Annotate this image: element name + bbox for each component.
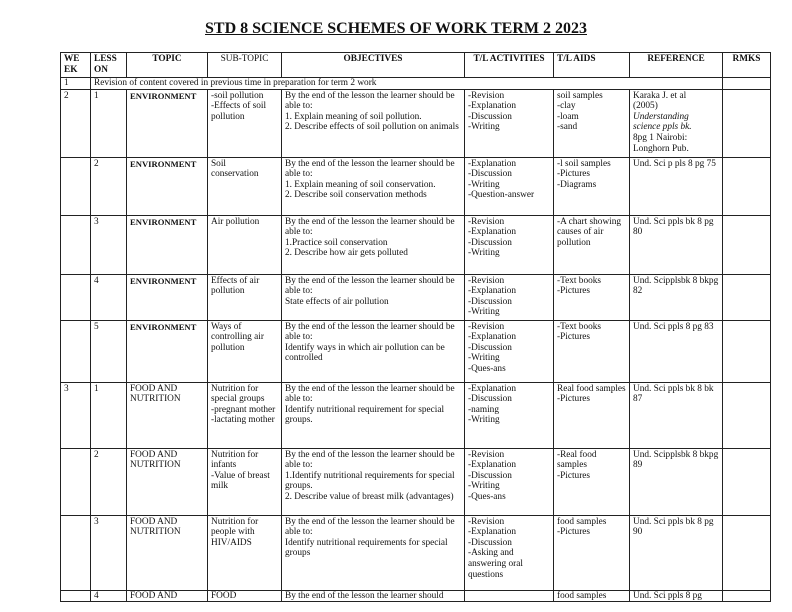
- reference-cell: [630, 89, 723, 157]
- objectives-cell: By the end of the lesson the learner should be able to: 1. Explain meaning of soil conservation. 2. Describe soil conservation methods: [282, 157, 465, 215]
- topic-cell: FOOD AND NUTRITION: [127, 448, 208, 515]
- table-row: [61, 448, 771, 515]
- header-reference: REFERENCE: [630, 53, 723, 78]
- objectives-cell: By the end of the lesson the learner should be able to: Identify ways in which air pollution can be controlled: [282, 320, 465, 382]
- topic-cell: ENVIRONMENT: [127, 157, 208, 215]
- week-cell: [61, 590, 91, 601]
- activities-cell: -Revision -Explanation -Discussion -Writing -Ques-ans: [465, 448, 554, 515]
- table-row: [61, 382, 771, 448]
- topic-cell: ENVIRONMENT: [127, 274, 208, 320]
- subtopic-cell: Nutrition for people with HIV/AIDS: [208, 515, 282, 590]
- remarks-cell: [723, 274, 771, 320]
- topic-cell: FOOD AND NUTRITION: [127, 382, 208, 448]
- subtopic-cell: Soil conservation: [208, 157, 282, 215]
- remarks-cell: [723, 590, 771, 601]
- topic-cell: ENVIRONMENT: [127, 215, 208, 274]
- activities-cell: -Explanation -Discussion -Writing -Question-answer: [465, 157, 554, 215]
- header-row: [61, 53, 771, 78]
- week-cell: [61, 515, 91, 590]
- remarks-cell: [723, 78, 771, 90]
- subtopic-cell: FOOD: [208, 590, 282, 601]
- header-remarks: RMKS: [723, 53, 771, 78]
- table-row: [61, 89, 771, 157]
- scheme-of-work-table: [60, 52, 771, 602]
- table-row: [61, 590, 771, 601]
- objectives-cell: By the end of the lesson the learner should be able to: 1.Practice soil conservation 2. Describe how air gets polluted: [282, 215, 465, 274]
- revision-row: [61, 78, 771, 90]
- topic-cell: ENVIRONMENT: [127, 89, 208, 157]
- remarks-cell: [723, 320, 771, 382]
- revision-text: Revision of content covered in previous time in preparation for term 2 work: [91, 78, 723, 90]
- lesson-cell: 1: [91, 382, 127, 448]
- objectives-cell: By the end of the lesson the learner should be able to: 1.Identify nutritional requirements for special groups. 2. Describe value of breast milk (advantages): [282, 448, 465, 515]
- activities-cell: -Revision -Explanation -Discussion -Writing: [465, 215, 554, 274]
- topic-cell: FOOD AND: [127, 590, 208, 601]
- subtopic-cell: Nutrition for special groups -pregnant mother -lactating mother: [208, 382, 282, 448]
- week-cell: [61, 448, 91, 515]
- aids-cell: food samples: [554, 590, 630, 601]
- reference-cell: Und. Sci p pls 8 pg 75: [630, 157, 723, 215]
- reference-cell: Und. Sci ppls 8 pg: [630, 590, 723, 601]
- table-row: [61, 515, 771, 590]
- remarks-cell: [723, 215, 771, 274]
- aids-cell: -Text books -Pictures: [554, 274, 630, 320]
- reference-text: 8pg 1 Nairobi: Longhorn Pub.: [633, 132, 689, 154]
- subtopic-cell: Effects of air pollution: [208, 274, 282, 320]
- aids-cell: -A chart showing causes of air pollution: [554, 215, 630, 274]
- reference-text: Understanding science ppls bk.: [633, 111, 692, 133]
- reference-cell: Und. Sci ppls bk 8 pg 90: [630, 515, 723, 590]
- aids-cell: -Text books -Pictures: [554, 320, 630, 382]
- table-row: [61, 157, 771, 215]
- activities-cell: -Explanation -Discussion -naming -Writing: [465, 382, 554, 448]
- table-row: [61, 215, 771, 274]
- lesson-cell: 2: [91, 448, 127, 515]
- week-cell: [61, 215, 91, 274]
- lesson-cell: 3: [91, 515, 127, 590]
- activities-cell: -Revision -Explanation -Discussion -Writing: [465, 274, 554, 320]
- objectives-cell: By the end of the lesson the learner should be able to: Identify nutritional requirements for special groups: [282, 515, 465, 590]
- week-cell: [61, 320, 91, 382]
- header-topic: TOPIC: [127, 53, 208, 78]
- lesson-cell: 3: [91, 215, 127, 274]
- lesson-cell: 2: [91, 157, 127, 215]
- remarks-cell: [723, 448, 771, 515]
- week-cell: 1: [61, 78, 91, 90]
- header-activities: T/L ACTIVITIES: [465, 53, 554, 78]
- reference-text: Karaka J. et al (2005): [633, 90, 687, 112]
- week-cell: 2: [61, 89, 91, 157]
- aids-cell: soil samples -clay -loam -sand: [554, 89, 630, 157]
- reference-cell: Und. Sci ppls bk 8 bk 87: [630, 382, 723, 448]
- header-aids: T/L AIDS: [554, 53, 630, 78]
- header-lesson: LESS ON: [91, 53, 127, 78]
- remarks-cell: [723, 89, 771, 157]
- reference-cell: Und. Sci ppls bk 8 pg 80: [630, 215, 723, 274]
- header-objectives: OBJECTIVES: [282, 53, 465, 78]
- lesson-cell: 4: [91, 590, 127, 601]
- remarks-cell: [723, 157, 771, 215]
- reference-cell: Und. Scipplsbk 8 bkpg 82: [630, 274, 723, 320]
- subtopic-cell: Ways of controlling air pollution: [208, 320, 282, 382]
- week-cell: [61, 157, 91, 215]
- table-row: [61, 274, 771, 320]
- subtopic-cell: -soil pollution -Effects of soil pollution: [208, 89, 282, 157]
- aids-cell: Real food samples -Pictures: [554, 382, 630, 448]
- lesson-cell: 1: [91, 89, 127, 157]
- aids-cell: -Real food samples -Pictures: [554, 448, 630, 515]
- objectives-cell: By the end of the lesson the learner should be able to: Identify nutritional requirement for special groups.: [282, 382, 465, 448]
- reference-cell: Und. Scipplsbk 8 bkpg 89: [630, 448, 723, 515]
- remarks-cell: [723, 515, 771, 590]
- week-cell: 3: [61, 382, 91, 448]
- document-title: STD 8 SCIENCE SCHEMES OF WORK TERM 2 2023: [205, 20, 587, 37]
- activities-cell: -Revision -Explanation -Discussion -Writing: [465, 89, 554, 157]
- lesson-cell: 4: [91, 274, 127, 320]
- topic-cell: ENVIRONMENT: [127, 320, 208, 382]
- week-cell: [61, 274, 91, 320]
- aids-cell: -l soil samples -Pictures -Diagrams: [554, 157, 630, 215]
- activities-cell: -Revision -Explanation -Discussion -Asking and answering oral questions: [465, 515, 554, 590]
- objectives-cell: By the end of the lesson the learner should: [282, 590, 465, 601]
- aids-cell: food samples -Pictures: [554, 515, 630, 590]
- activities-cell: -Revision -Explanation -Discussion -Writing -Ques-ans: [465, 320, 554, 382]
- subtopic-cell: Air pollution: [208, 215, 282, 274]
- lesson-cell: 5: [91, 320, 127, 382]
- subtopic-cell: Nutrition for infants -Value of breast milk: [208, 448, 282, 515]
- objectives-cell: By the end of the lesson the learner should be able to: 1. Explain meaning of soil pollution. 2. Describe effects of soil pollution on animals: [282, 89, 465, 157]
- topic-cell: FOOD AND NUTRITION: [127, 515, 208, 590]
- remarks-cell: [723, 382, 771, 448]
- reference-cell: Und. Sci ppls 8 pg 83: [630, 320, 723, 382]
- header-week: WE EK: [61, 53, 91, 78]
- objectives-cell: By the end of the lesson the learner should be able to: State effects of air pollution: [282, 274, 465, 320]
- table-row: [61, 320, 771, 382]
- activities-cell: [465, 590, 554, 601]
- header-subtopic: SUB-TOPIC: [208, 53, 282, 78]
